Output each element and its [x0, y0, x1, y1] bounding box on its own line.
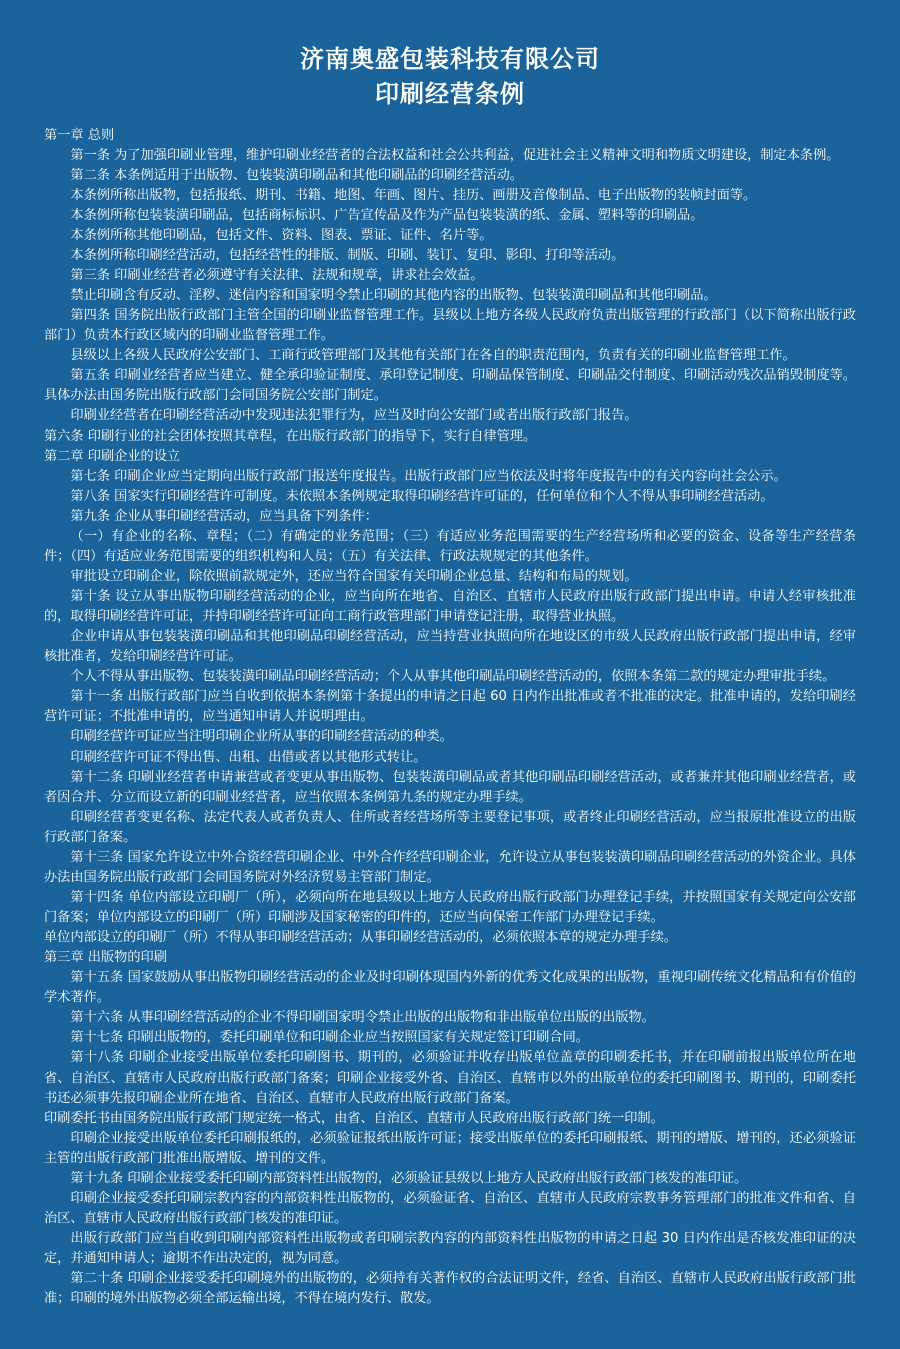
document-paragraph: 印刷委托书由国务院出版行政部门规定统一格式，由省、自治区、直辖市人民政府出版行政部门统一印制。	[44, 1110, 664, 1126]
document-paragraph: 第二条 本条例适用于出版物、包装装潢印刷品和其他印刷品的印刷经营活动。	[70, 167, 523, 183]
document-paragraph: 第二章 印刷企业的设立	[44, 448, 181, 464]
document-paragraph: 第十条 设立从事出版物印刷经营活动的企业，应当向所在地省、自治区、直辖市人民政府出版行政部门提出申请。申请人经审核批准的，取得印刷经营许可证，并持印刷经营许可证向工商行政管理部门申请登记注册，取得营业执照。	[44, 589, 856, 625]
document-paragraph: 第十三条 国家允许设立中外合资经营印刷企业、中外合作经营印刷企业，允许设立从事包装装潢印刷品印刷经营活动的外资企业。具体办法由国务院出版行政部门会同国务院对外经济贸易主管部门制定。	[44, 849, 856, 885]
document-paragraph: 审批设立印刷企业，除依照前款规定外，还应当符合国家有关印刷企业总量、结构和布局的规划。	[70, 568, 638, 584]
document-paragraph: 第一条 为了加强印刷业管理，维护印刷业经营者的合法权益和社会公共利益，促进社会主义精神文明和物质文明建设，制定本条例。	[70, 147, 840, 163]
document-paragraph: 本条例所称包装装潢印刷品，包括商标标识、广告宣传品及作为产品包装装潢的纸、金属、塑料等的印刷品。	[70, 207, 704, 223]
document-paragraph: 第七条 印刷企业应当定期向出版行政部门报送年度报告。出版行政部门应当依法及时将年度报告中的有关内容向社会公示。	[70, 468, 787, 484]
document-paragraph: 本条例所称出版物，包括报纸、期刊、书籍、地图、年画、图片、挂历、画册及音像制品、电子出版物的装帧封面等。	[70, 187, 757, 203]
document-paragraph: 第十七条 印刷出版物的，委托印刷单位和印刷企业应当按照国家有关规定签订印刷合同。	[70, 1030, 589, 1046]
document-paragraph: 县级以上各级人民政府公安部门、工商行政管理部门及其他有关部门在各自的职责范围内，负责有关的印刷业监督管理工作。	[70, 348, 796, 364]
document-paragraph: 第十一条 出版行政部门应当自收到依据本条例第十条提出的申请之日起 60 日内作出批准或者不批准的决定。批准申请的，发给印刷经营许可证；不批准申请的，应当通知申请人并说明理由。	[44, 689, 856, 725]
document-paragraph: 第十五条 国家鼓励从事出版物印刷经营活动的企业及时印刷体现国内外新的优秀文化成果的出版物，重视印刷传统文化精品和有价值的学术著作。	[44, 970, 856, 1006]
document-paragraph: 第十六条 从事印刷经营活动的企业不得印刷国家明令禁止出版的出版物和非出版单位出版的出版物。	[70, 1010, 655, 1026]
document-paragraph: 印刷经营许可证不得出售、出租、出借或者以其他形式转让。	[70, 749, 427, 765]
document-paragraph: 第三章 出版物的印刷	[44, 950, 167, 966]
document-paragraph: 第十八条 印刷企业接受出版单位委托印刷图书、期刊的，必须验证并收存出版单位盖章的印刷委托书，并在印刷前报出版单位所在地省、自治区、直辖市人民政府出版行政部门备案；印刷企业接受外省、自治区、直辖市以外的出版单位的委托印刷图书、期刊的，印刷委托书还必须事先报印刷企业所在地省、自治区、直辖市人民政府出版行政部门备案。	[44, 1050, 856, 1106]
document-paragraph: 企业申请从事包装装潢印刷品和其他印刷品印刷经营活动，应当持营业执照向所在地设区的市级人民政府出版行政部门提出申请，经审核批准者，发给印刷经营许可证。	[44, 629, 856, 665]
document-paragraph: 单位内部设立的印刷厂（所）不得从事印刷经营活动；从事印刷经营活动的，必须依照本章的规定办理手续。	[44, 930, 677, 946]
document-paragraph: 第十二条 印刷业经营者申请兼营或者变更从事出版物、包装装潢印刷品或者其他印刷品印刷经营活动，或者兼并其他印刷业经营者，或者因合并、分立而设立新的印刷业经营者，应当依照本条例第九条的规定办理手续。	[44, 769, 856, 805]
document-paragraph: 第六条 印刷行业的社会团体按照其章程，在出版行政部门的指导下，实行自律管理。	[44, 428, 537, 444]
document-paragraph: 本条例所称其他印刷品，包括文件、资料、图表、票证、证件、名片等。	[70, 227, 493, 243]
document-paragraph: 第九条 企业从事印刷经营活动，应当具备下列条件：	[70, 508, 378, 524]
title-line-subject: 印刷经营条例	[375, 79, 525, 108]
document-body	[44, 126, 856, 1310]
document-paragraph: 印刷企业接受出版单位委托印刷报纸的，必须验证报纸出版许可证；接受出版单位的委托印刷报纸、期刊的增版、增刊的，还必须验证主管的出版行政部门批准出版增版、增刊的文件。	[44, 1130, 856, 1166]
document-title	[44, 42, 856, 112]
document-paragraph: 第二十条 印刷企业接受委托印刷境外的出版物的，必须持有关著作权的合法证明文件，经省、自治区、直辖市人民政府出版行政部门批准；印刷的境外出版物必须全部运输出境，不得在境内发行、散发。	[44, 1271, 856, 1307]
document-paragraph: 第一章 总则	[44, 127, 115, 143]
document-paragraph: 个人不得从事出版物、包装装潢印刷品印刷经营活动；个人从事其他印刷品印刷经营活动的，依照本条第二款的规定办理审批手续。	[70, 669, 836, 685]
document-paragraph: 禁止印刷含有反动、淫秽、迷信内容和国家明令禁止印刷的其他内容的出版物、包装装潢印刷品和其他印刷品。	[70, 288, 717, 304]
document-paragraph: （一）有企业的名称、章程；（二）有确定的业务范围；（三）有适应业务范围需要的生产经营场所和必要的资金、设备等生产经营条件；（四）有适应业务范围需要的组织机构和人员；（五）有关法律、行政法规规定的其他条件。	[44, 528, 856, 564]
document-paragraph: 第十四条 单位内部设立印刷厂（所），必须向所在地县级以上地方人民政府出版行政部门办理登记手续，并按照国家有关规定向公安部门备案；单位内部设立的印刷厂（所）印刷涉及国家秘密的印件的，还应当向保密工作部门办理登记手续。	[44, 889, 856, 926]
document-paragraph: 第八条 国家实行印刷经营许可制度。未依照本条例规定取得印刷经营许可证的，任何单位和个人不得从事印刷经营活动。	[70, 488, 774, 504]
document-paragraph: 出版行政部门应当自收到印刷内部资料性出版物或者印刷宗教内容的内部资料性出版物的申请之日起 30 日内作出是否核发准印证的决定，并通知申请人；逾期不作出决定的，视为同意。	[44, 1231, 856, 1267]
document-paragraph: 第十九条 印刷企业接受委托印刷内部资料性出版物的，必须验证县级以上地方人民政府出版行政部门核发的准印证。	[70, 1170, 748, 1186]
document-paragraph: 印刷经营者变更名称、法定代表人或者负责人、住所或者经营场所等主要登记事项，或者终止印刷经营活动，应当报原批准设立的出版行政部门备案。	[44, 809, 856, 845]
document-paragraph: 印刷业经营者在印刷经营活动中发现违法犯罪行为，应当及时向公安部门或者出版行政部门报告。	[70, 408, 638, 424]
document-paragraph: 印刷企业接受委托印刷宗教内容的内部资料性出版物的，必须验证省、自治区、直辖市人民政府宗教事务管理部门的批准文件和省、自治区、直辖市人民政府出版行政部门核发的准印证。	[44, 1190, 856, 1226]
title-line-company: 济南奥盛包装科技有限公司	[300, 45, 600, 73]
document-paragraph: 第五条 印刷业经营者应当建立、健全承印验证制度、承印登记制度、印刷品保管制度、印刷品交付制度、印刷活动残次品销毁制度等。具体办法由国务院出版行政部门会同国务院公安部门制定。	[44, 368, 856, 404]
document-paragraph: 第四条 国务院出版行政部门主管全国的印刷业监督管理工作。县级以上地方各级人民政府负责出版管理的行政部门（以下简称出版行政部门）负责本行政区域内的印刷业监督管理工作。	[44, 308, 856, 344]
document-paragraph: 第三条 印刷业经营者必须遵守有关法律、法规和规章，讲求社会效益。	[70, 268, 484, 284]
document-paragraph: 印刷经营许可证应当注明印刷企业所从事的印刷经营活动的种类。	[70, 729, 453, 745]
document-paragraph: 本条例所称印刷经营活动，包括经营性的排版、制版、印刷、装订、复印、影印、打印等活动。	[70, 247, 625, 263]
